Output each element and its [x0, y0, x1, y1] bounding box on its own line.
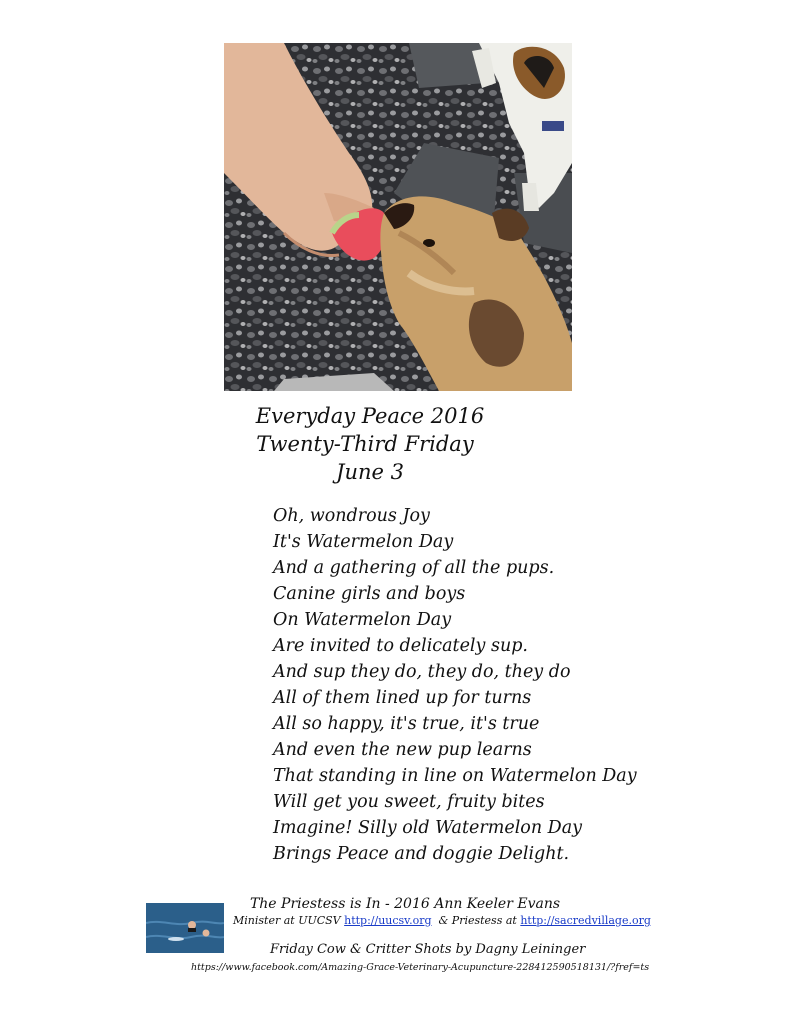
- poem: [273, 503, 693, 867]
- poem-line: Are invited to delicately sup.: [273, 636, 528, 656]
- poem-line: All so happy, it's true, it's true: [273, 714, 540, 734]
- title-line-1: Everyday Peace 2016: [255, 404, 485, 428]
- sacredvillage-link[interactable]: http://sacredvillage.org: [520, 914, 651, 927]
- minister-label: Minister at UUCSV: [233, 914, 345, 927]
- title-line-3: June 3: [336, 460, 404, 484]
- credit-name: Dagny Leininger: [475, 942, 586, 957]
- poem-line: All of them lined up for turns: [273, 688, 532, 708]
- title-block: [240, 402, 500, 486]
- footer-affiliations: [233, 914, 651, 927]
- footer-title: The Priestess is In - 2016 Ann Keeler Evans: [249, 896, 561, 912]
- photo-credit: [270, 942, 590, 957]
- poem-line: It's Watermelon Day: [273, 532, 454, 552]
- main-photo: [224, 43, 572, 391]
- poem-line: Canine girls and boys: [273, 584, 466, 604]
- swimmers-thumbnail: [146, 903, 224, 953]
- poem-line: Imagine! Silly old Watermelon Day: [273, 818, 583, 838]
- credit-label: Friday Cow & Critter Shots by: [270, 942, 476, 957]
- priestess-label: & Priestess at: [431, 914, 521, 927]
- poem-line: Oh, wondrous Joy: [273, 506, 430, 526]
- poem-line: Will get you sweet, fruity bites: [273, 792, 545, 812]
- title-line-2: Twenty-Third Friday: [256, 432, 474, 456]
- poem-line: And sup they do, they do, they do: [273, 662, 571, 682]
- uucsv-link[interactable]: http://uucsv.org: [344, 914, 432, 927]
- poem-line: That standing in line on Watermelon Day: [273, 766, 637, 786]
- facebook-url: https://www.facebook.com/Amazing-Grace-Veterinary-Acupuncture-228412590518131/?fref=ts: [191, 962, 650, 973]
- poem-line: On Watermelon Day: [273, 610, 452, 630]
- poem-line: Brings Peace and doggie Delight.: [273, 844, 570, 864]
- poem-line: And a gathering of all the pups.: [273, 558, 555, 578]
- poem-line: And even the new pup learns: [273, 740, 532, 760]
